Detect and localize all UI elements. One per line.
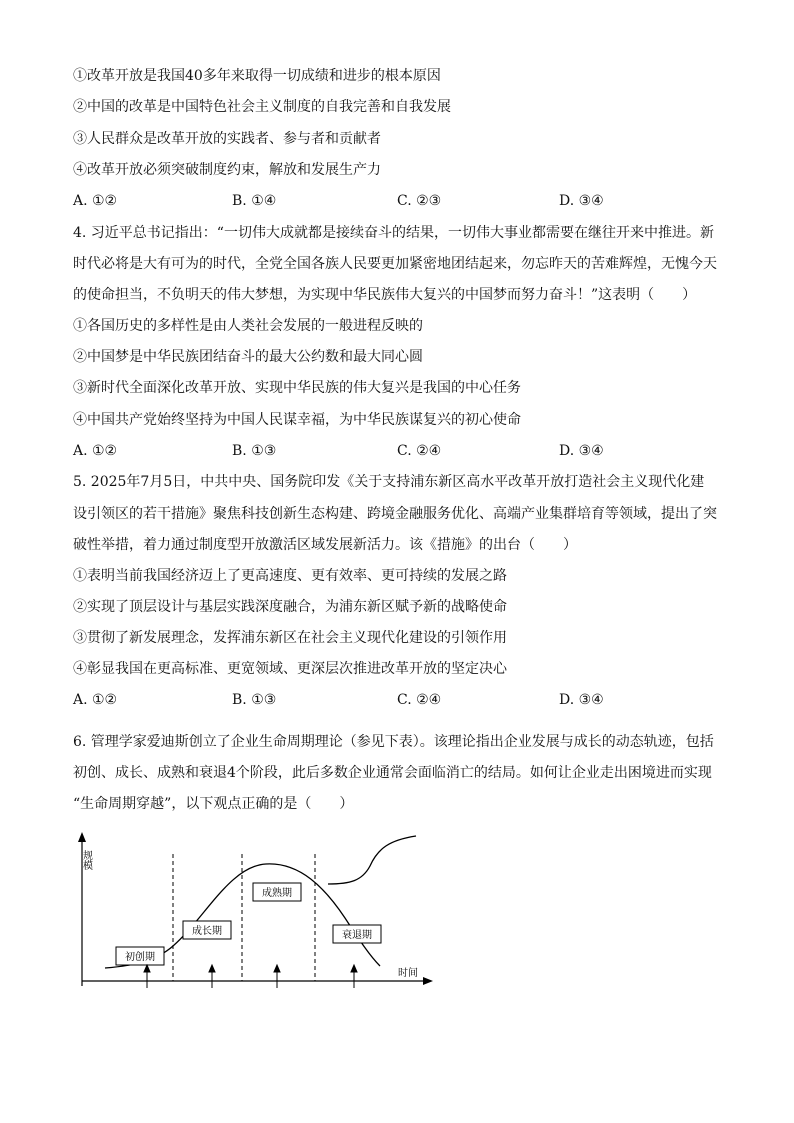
q5-item-1: ①表明当前我国经济迈上了更高速度、更有效率、更可持续的发展之路 bbox=[73, 568, 507, 584]
q4-item-4: ④中国共产党始终坚持为中国人民谋幸福，为中华民族谋复兴的初心使命 bbox=[73, 412, 521, 428]
q5-item-4: ④彰显我国在更高标准、更宽领域、更深层次推进改革开放的坚定决心 bbox=[73, 661, 507, 677]
crossing-curve bbox=[328, 836, 416, 884]
q3-item-3: ③人民群众是改革开放的实践者、参与者和贡献者 bbox=[73, 131, 381, 147]
q3-item-2: ②中国的改革是中国特色社会主义制度的自我完善和自我发展 bbox=[73, 99, 451, 115]
q4-stem-line-1: 4. 习近平总书记指出：“一切伟大成就都是接续奋斗的结果，一切伟大事业都需要在继往开来中推进。新 bbox=[73, 225, 714, 241]
q6-stem-line-1: 6. 管理学家爱迪斯创立了企业生命周期理论（参见下表）。该理论指出企业发展与成长的动态轨迹，包括 bbox=[73, 734, 714, 750]
q5-item-3: ③贯彻了新发展理念，发挥浦东新区在社会主义现代化建设的引领作用 bbox=[73, 630, 507, 646]
q4-option-b: B. ①③ bbox=[232, 443, 277, 459]
q3-item-4: ④改革开放必须突破制度约束，解放和发展生产力 bbox=[73, 162, 381, 178]
q3-item-1: ①改革开放是我国40多年来取得一切成绩和进步的根本原因 bbox=[73, 68, 441, 84]
q4-item-2: ②中国梦是中华民族团结奋斗的最大公约数和最大同心圆 bbox=[73, 349, 423, 365]
q6-stem-line-2: 初创、成长、成熟和衰退4个阶段，此后多数企业通常会面临消亡的结局。如何让企业走出困境进而实现 bbox=[73, 765, 712, 781]
q3-option-b: B. ①④ bbox=[232, 193, 277, 209]
stage-label-growth: 成长期 bbox=[192, 926, 222, 937]
q3-option-a: A. ①② bbox=[73, 193, 118, 209]
q5-stem-line-3: 破性举措，着力通过制度型开放激活区域发展新活力。该《措施》的出台（ ） bbox=[73, 537, 577, 553]
stage-arrows bbox=[144, 965, 357, 988]
y-axis-arrow bbox=[78, 832, 86, 842]
y-axis-label: 规模 bbox=[80, 850, 92, 870]
q4-item-3: ③新时代全面深化改革开放、实现中华民族的伟大复兴是我国的中心任务 bbox=[73, 380, 521, 396]
q5-option-a: A. ①② bbox=[73, 692, 118, 708]
q5-stem-line-1: 5. 2025年7月5日，中共中央、国务院印发《关于支持浦东新区高水平改革开放打造社会主义现代化建 bbox=[73, 474, 705, 490]
q4-stem-line-2: 时代必将是大有可为的时代，全党全国各族人民要更加紧密地团结起来，勿忘昨天的苦难辉煌，无愧今天 bbox=[73, 256, 717, 272]
q5-item-2: ②实现了顶层设计与基层实践深度融合，为浦东新区赋予新的战略使命 bbox=[73, 599, 507, 615]
q5-option-c: C. ②④ bbox=[397, 692, 442, 708]
q4-option-d: D. ③④ bbox=[559, 443, 604, 459]
q5-option-b: B. ①③ bbox=[232, 692, 277, 708]
q6-stem-line-3: “生命周期穿越”，以下观点正确的是（ ） bbox=[73, 796, 354, 812]
q3-option-c: C. ②③ bbox=[397, 193, 442, 209]
x-axis-label: 时间 bbox=[398, 968, 418, 979]
q5-stem-line-2: 设引领区的若干措施》聚焦科技创新生态构建、跨境金融服务优化、高端产业集群培育等领域，提出了突 bbox=[73, 506, 717, 522]
q5-option-d: D. ③④ bbox=[559, 692, 604, 708]
stage-label-decline: 衰退期 bbox=[342, 930, 372, 941]
q4-option-a: A. ①② bbox=[73, 443, 118, 459]
q4-item-1: ①各国历史的多样性是由人类社会发展的一般进程反映的 bbox=[73, 318, 423, 334]
q4-option-c: C. ②④ bbox=[397, 443, 442, 459]
lifecycle-diagram bbox=[70, 826, 450, 996]
x-axis-arrow bbox=[423, 977, 433, 985]
q4-stem-line-3: 的使命担当，不负明天的伟大梦想，为实现中华民族伟大复兴的中国梦而努力奋斗！”这表明（ ） bbox=[73, 287, 697, 303]
q3-option-d: D. ③④ bbox=[559, 193, 604, 209]
stage-label-startup: 初创期 bbox=[125, 952, 155, 963]
stage-label-maturity: 成熟期 bbox=[262, 888, 292, 899]
